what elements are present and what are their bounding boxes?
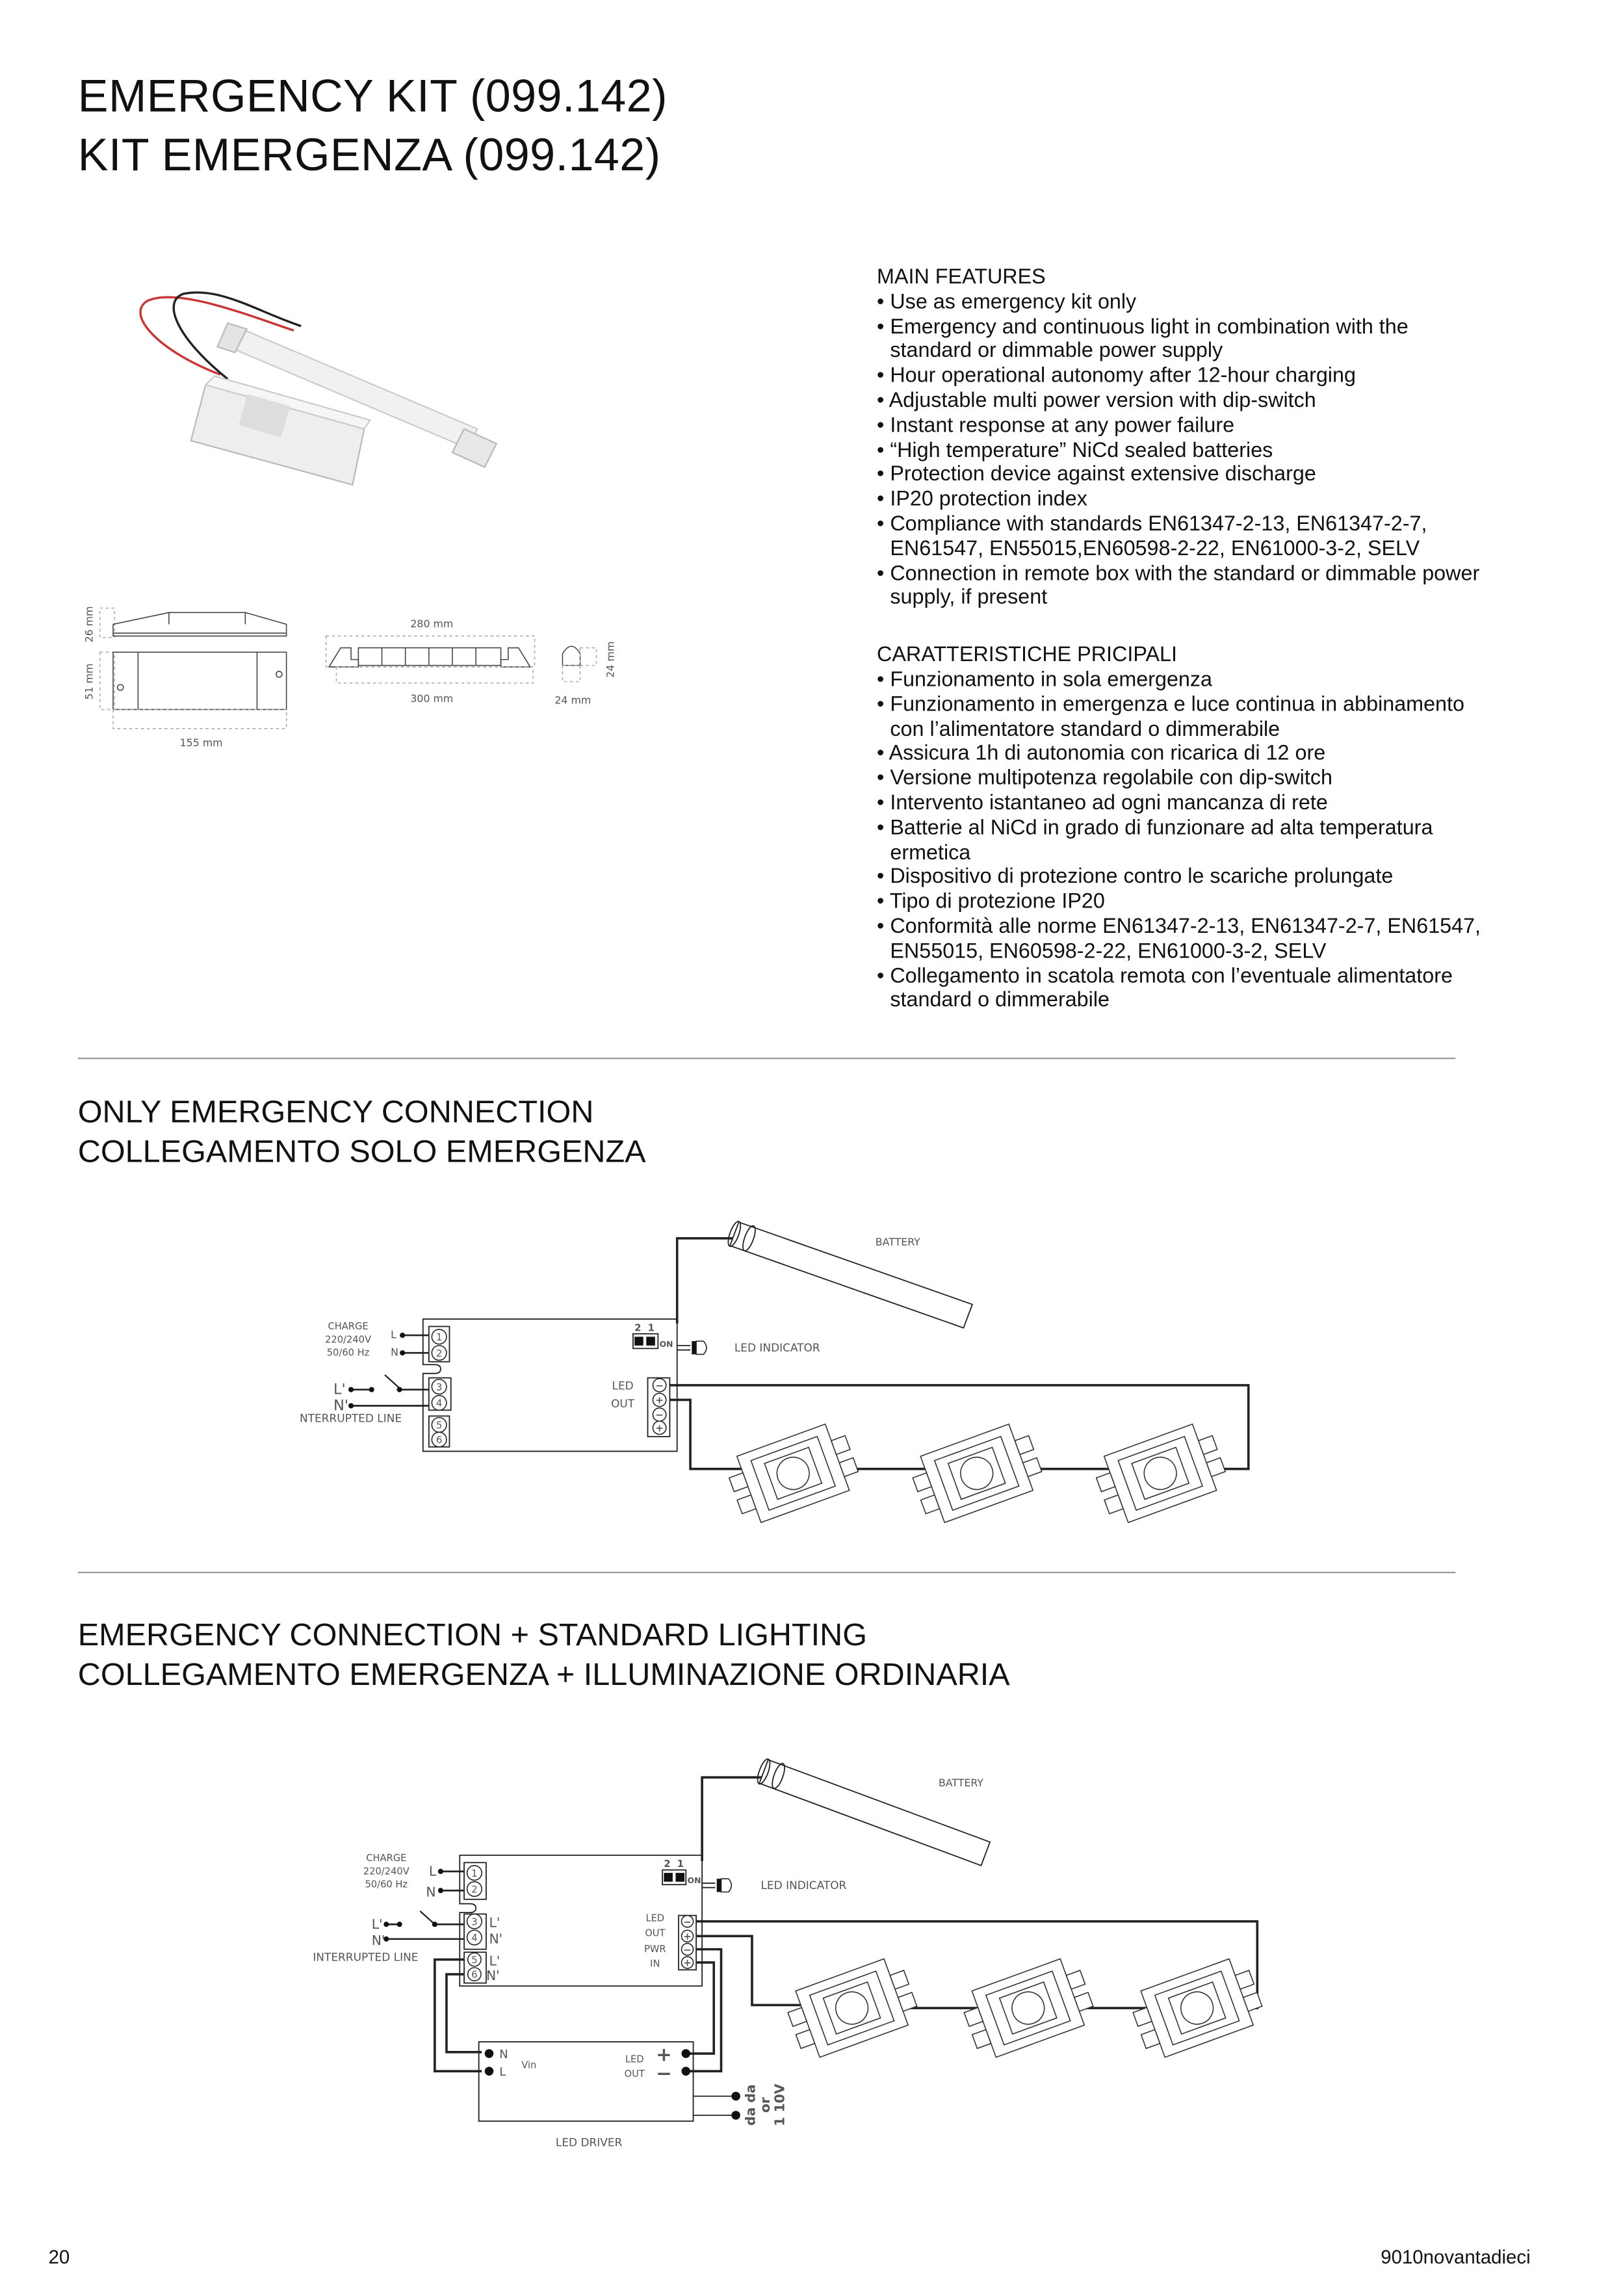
label-battery: BATTERY — [938, 1776, 983, 1789]
dip-switch-numbers: 2 1 — [664, 1859, 684, 1870]
terminal-led-minus: − — [655, 1380, 664, 1392]
terminal-2: 2 — [435, 1348, 443, 1359]
list-item: • Batterie al NiCd in grado di funzionare ad alta temperatura ermetica — [877, 816, 1494, 866]
driver-l: L — [499, 2065, 506, 2079]
label-led-driver: LED DRIVER — [555, 2135, 623, 2149]
label-n-prime: N' — [371, 1932, 385, 1948]
title-en: EMERGENCY KIT (099.142) — [77, 70, 668, 122]
terminal-5: 5 — [471, 1955, 478, 1966]
list-item: • Collegamento in scatola remota con l’eventuale alimentatore standard o dimmerabile — [877, 965, 1494, 1014]
terminal-pwr-minus: − — [683, 1944, 692, 1956]
label-l: L — [428, 1863, 437, 1879]
label-charge: CHARGE — [328, 1321, 369, 1333]
label-frequency: 50/60 Hz — [365, 1879, 408, 1890]
terminal-4: 4 — [471, 1933, 478, 1944]
label-voltage: 220/240V — [363, 1866, 409, 1877]
label-charge: CHARGE — [366, 1853, 407, 1864]
driver-n: N — [499, 2047, 508, 2061]
label-dali: da da — [742, 2084, 759, 2126]
list-item: • Use as emergency kit only — [877, 291, 1494, 315]
list-item: • Instant response at any power failure — [877, 414, 1494, 439]
label-n-prime: N' — [333, 1397, 349, 1415]
dim-battery-length: 300 mm — [410, 692, 454, 705]
lamp-icon — [958, 1954, 1098, 2063]
dip-switch-numbers: 2 1 — [634, 1322, 655, 1334]
label-battery: BATTERY — [875, 1236, 920, 1249]
terminal-led-plus: + — [683, 1931, 692, 1942]
list-item: • Dispositivo di protezione contro le scariche prolungate — [877, 866, 1494, 891]
lamp-icon — [782, 1954, 922, 2063]
terminal-led-minus: − — [683, 1916, 692, 1928]
section2-title-en: EMERGENCY CONNECTION + STANDARD LIGHTING — [77, 1617, 868, 1653]
dim-cap-width: 24 mm — [554, 694, 591, 707]
terminal-led-plus: + — [655, 1395, 664, 1407]
brand-name: 9010novantadieci — [1381, 2246, 1531, 2268]
label-frequency: 50/60 Hz — [326, 1347, 370, 1359]
label-l-prime: L' — [371, 1916, 383, 1932]
label-driver-out: OUT — [624, 2068, 645, 2080]
list-item: • Funzionamento in sola emergenza — [877, 668, 1494, 693]
terminal-6-label: N' — [486, 1968, 500, 1984]
list-item: • Connection in remote box with the standard or dimmable power supply, if present — [877, 562, 1494, 611]
driver-plus: + — [656, 2043, 672, 2066]
terminal-4-label: N' — [489, 1931, 503, 1947]
battery-icon — [755, 1758, 990, 1866]
terminal-minus: − — [655, 1409, 664, 1421]
dim-driver-height: 26 mm — [83, 606, 96, 643]
label-1-10v: 1 10V — [772, 2083, 788, 2126]
label-vin: Vin — [521, 2059, 537, 2071]
page-number: 20 — [48, 2246, 70, 2268]
list-item: • Emergency and continuous light in combination with the standard or dimmable power supply — [877, 315, 1494, 365]
section1-title-en: ONLY EMERGENCY CONNECTION — [77, 1094, 594, 1130]
lamp-icon — [1127, 1954, 1267, 2063]
led-indicator-icon — [721, 1879, 732, 1892]
driver-minus: − — [656, 2062, 672, 2085]
terminal-3-label: L' — [489, 1914, 500, 1931]
label-or: or — [757, 2097, 773, 2113]
lamp-icons — [782, 1954, 1267, 2063]
label-out: OUT — [645, 1927, 666, 1939]
terminal-4: 4 — [435, 1398, 443, 1409]
dip-switch-on: ON — [687, 1875, 701, 1885]
list-item: • Conformità alle norme EN61347-2-13, EN61347-2-7, EN61547, EN55015, EN60598-2-22, EN61000-3-2, SELV — [877, 915, 1494, 965]
terminal-plus: + — [655, 1423, 664, 1435]
dip-switch-on: ON — [659, 1339, 673, 1350]
label-l-prime: L' — [333, 1381, 346, 1398]
terminal-1: 1 — [471, 1868, 478, 1879]
list-item: • IP20 protection index — [877, 488, 1494, 513]
dim-driver-length: 155 mm — [179, 736, 223, 749]
terminal-3: 3 — [471, 1916, 478, 1928]
section1-title-it: COLLEGAMENTO SOLO EMERGENZA — [77, 1134, 646, 1169]
label-interrupted-line: INTERRUPTED LINE — [313, 1950, 419, 1964]
terminal-3: 3 — [435, 1381, 443, 1393]
label-l: L — [391, 1328, 396, 1341]
features-it-heading: CARATTERISTICHE PRICIPALI — [877, 644, 1177, 668]
label-n: N — [426, 1884, 436, 1900]
label-voltage: 220/240V — [325, 1334, 372, 1346]
label-interrupted-line: NTERRUPTED LINE — [299, 1411, 402, 1425]
dim-cap-height: 24 mm — [604, 641, 617, 678]
label-led: LED — [612, 1379, 634, 1392]
terminal-5: 5 — [435, 1420, 443, 1431]
list-item: • Protection device against extensive discharge — [877, 463, 1494, 488]
list-item: • Tipo di protezione IP20 — [877, 891, 1494, 915]
label-led-indicator: LED INDICATOR — [734, 1340, 820, 1354]
label-led-indicator: LED INDICATOR — [760, 1878, 847, 1892]
terminal-pwr-plus: + — [683, 1957, 692, 1969]
list-item: • Hour operational autonomy after 12-hour charging — [877, 365, 1494, 389]
list-item: • Adjustable multi power version with dip-switch — [877, 389, 1494, 414]
list-item: • Assicura 1h di autonomia con ricarica di 12 ore — [877, 742, 1494, 767]
list-item: • Versione multipotenza regolabile con dip-switch — [877, 767, 1494, 792]
list-item: • “High temperature” NiCd sealed batteries — [877, 439, 1494, 463]
terminal-1: 1 — [435, 1331, 443, 1343]
section2-title-it: COLLEGAMENTO EMERGENZA + ILLUMINAZIONE ORDINARIA — [77, 1656, 1010, 1693]
label-n: N — [391, 1346, 398, 1359]
dim-battery-inner: 280 mm — [410, 617, 454, 630]
terminal-6: 6 — [435, 1435, 443, 1446]
label-out: OUT — [611, 1396, 635, 1410]
label-led: LED — [645, 1912, 665, 1924]
label-pwr: PWR — [644, 1944, 666, 1955]
label-driver-led: LED — [625, 2054, 644, 2065]
list-item: • Funzionamento in emergenza e luce continua in abbinamento con l’alimentatore standard o dimmerabile — [877, 693, 1494, 742]
terminal-5-label: L' — [489, 1953, 500, 1969]
list-item: • Intervento istantaneo ad ogni mancanza di rete — [877, 792, 1494, 816]
features-en-heading: MAIN FEATURES — [877, 266, 1046, 290]
dim-driver-width: 51 mm — [83, 663, 96, 700]
terminal-2: 2 — [471, 1884, 478, 1896]
label-in: IN — [650, 1958, 660, 1970]
title-it: KIT EMERGENZA (099.142) — [77, 129, 661, 181]
list-item: • Compliance with standards EN61347-2-13, EN61347-2-7, EN61547, EN55015,EN60598-2-22, EN61000-3-2, SELV — [877, 513, 1494, 562]
terminal-6: 6 — [471, 1969, 478, 1981]
